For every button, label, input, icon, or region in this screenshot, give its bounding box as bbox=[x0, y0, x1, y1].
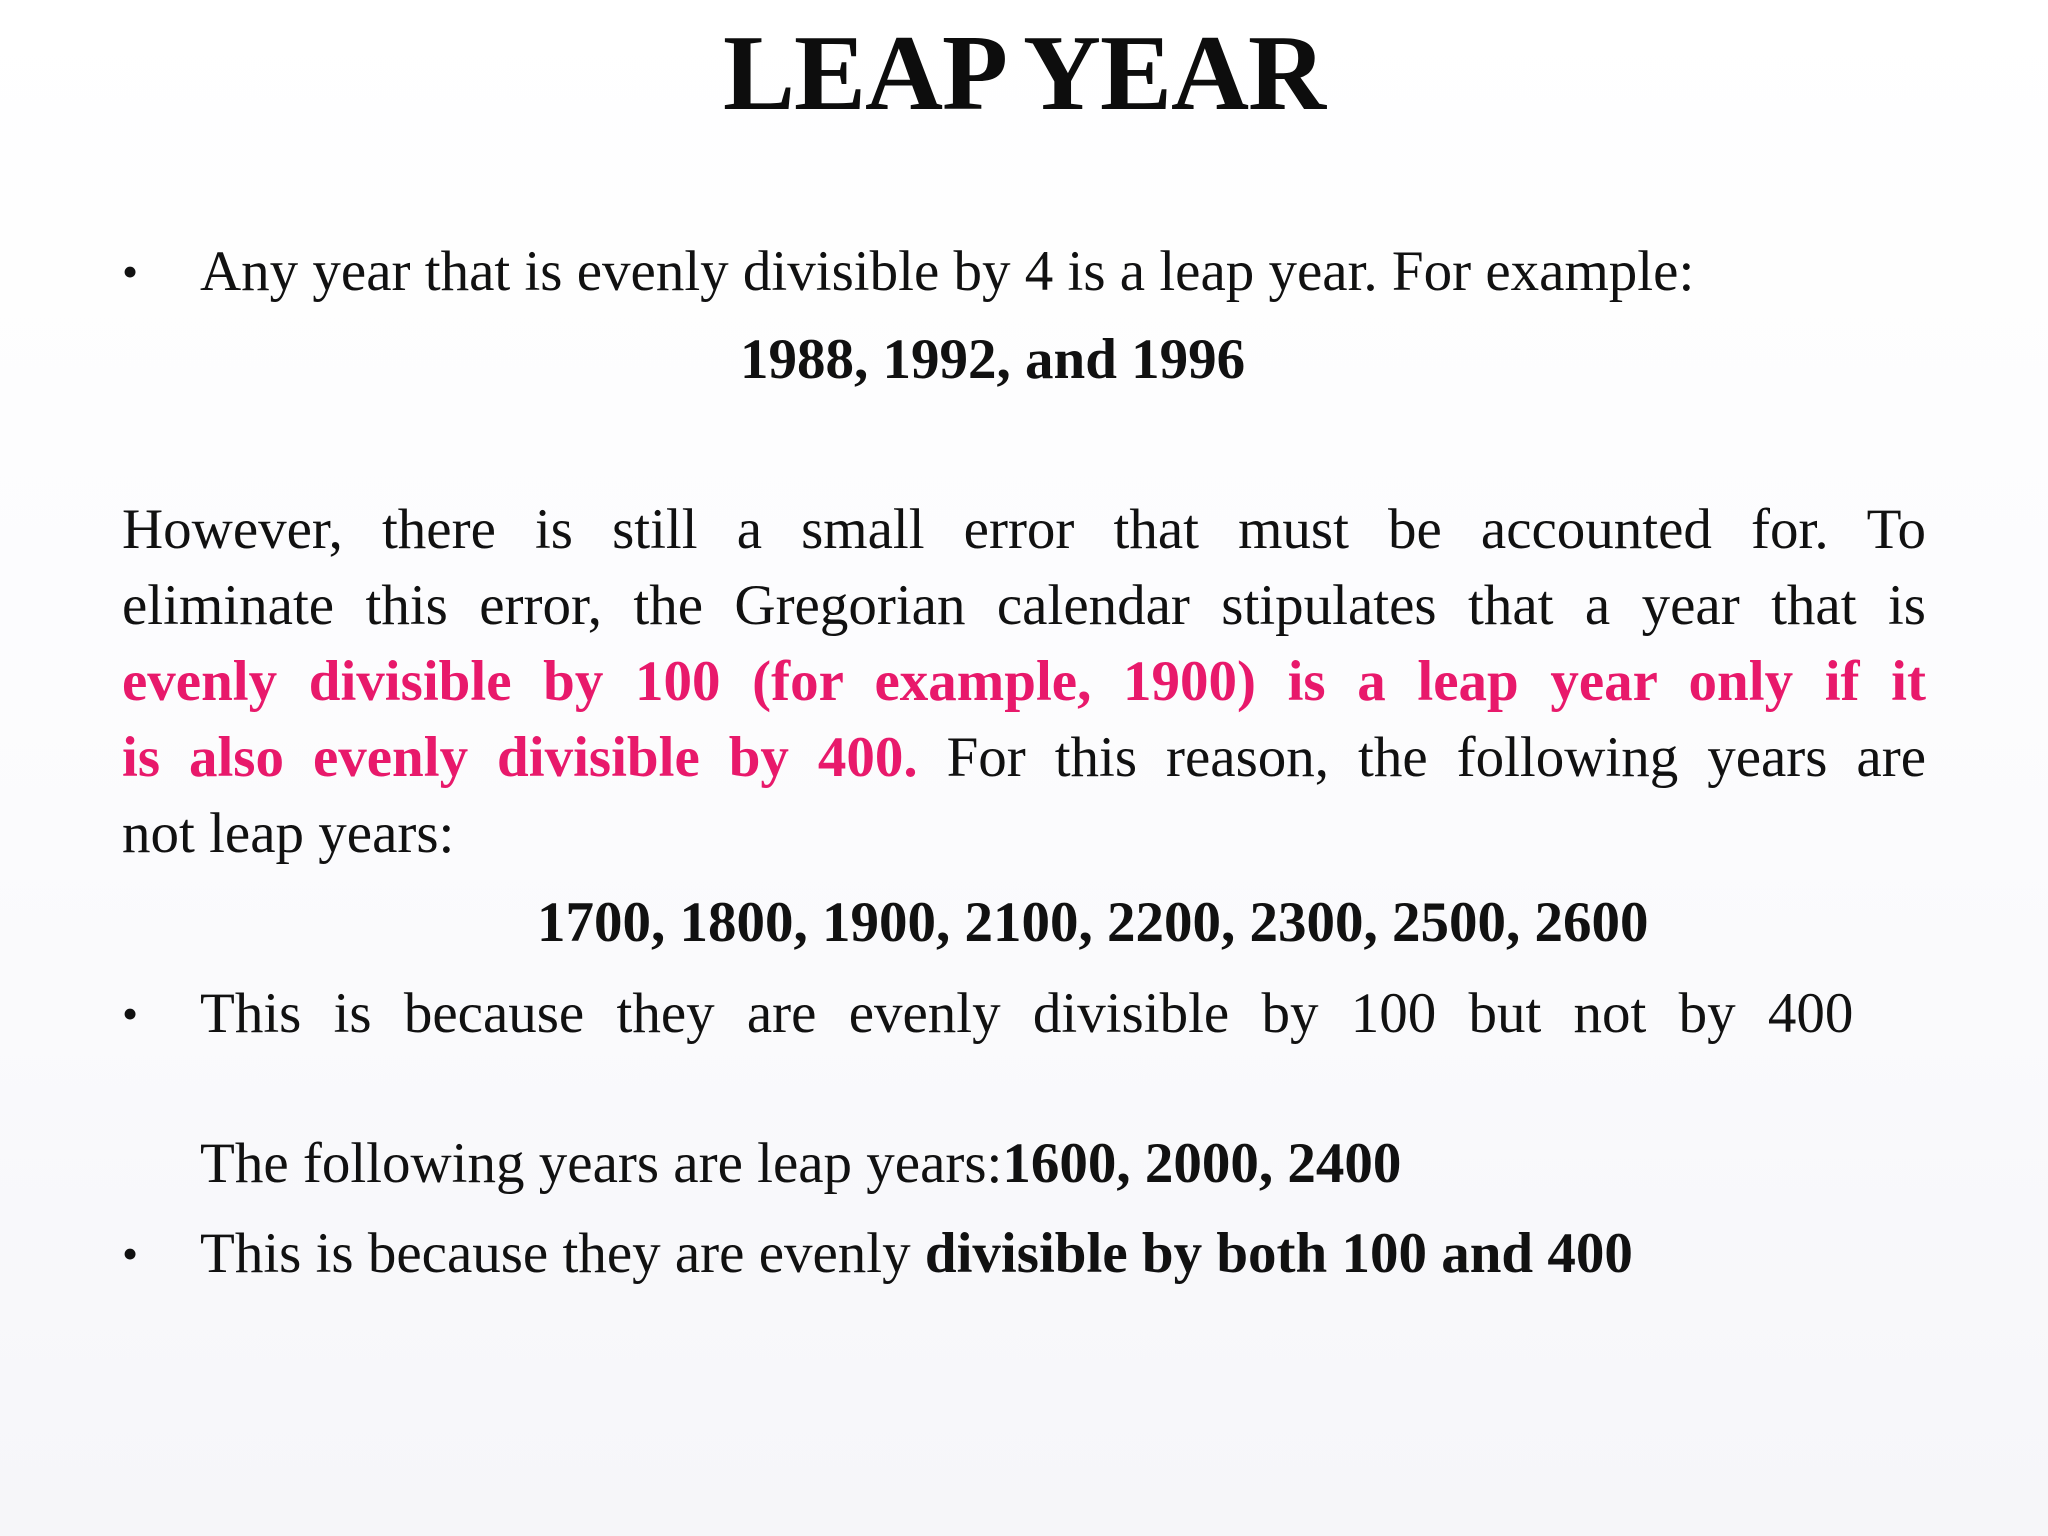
bullet3-bold: divisible by both 100 and 400 bbox=[924, 1222, 1633, 1285]
bullet-dot-icon: • bbox=[122, 246, 139, 297]
bullet3-prefix: This is because they are evenly bbox=[200, 1222, 925, 1285]
bullet-dot-icon: • bbox=[122, 1228, 139, 1279]
paragraph-line-2: eliminate this error, the Gregorian calendar stipulates that a year that is bbox=[122, 574, 1926, 637]
paragraph-line-5: not leap years: bbox=[122, 802, 455, 865]
paragraph-line-4-rest: For this reason, the following years are bbox=[917, 726, 1926, 789]
explanation-paragraph bbox=[122, 492, 1926, 872]
leap-year-examples: 1988, 1992, and 1996 bbox=[740, 328, 1246, 391]
leap-years-values: 1600, 2000, 2400 bbox=[1002, 1132, 1402, 1195]
paragraph-highlight-line-1: evenly divisible by 100 (for example, 1900) is a leap year only if it bbox=[122, 650, 1926, 713]
bullet-dot-icon: • bbox=[122, 988, 139, 1039]
paragraph-line-4 bbox=[122, 720, 1926, 796]
paragraph-line-1: However, there is still a small error that must be accounted for. To bbox=[122, 498, 1926, 561]
leap-years-text bbox=[200, 1132, 1401, 1196]
bullet-text: This is because they are evenly divisible by 100 but not by 400 bbox=[200, 982, 1854, 1045]
paragraph-highlight-line-2: is also evenly divisible by 400. bbox=[122, 726, 918, 789]
non-leap-years-list: 1700, 1800, 1900, 2100, 2200, 2300, 2500, 2600 bbox=[537, 891, 1649, 954]
slide-title: LEAP YEAR bbox=[722, 14, 1326, 133]
leap-years-prefix: The following years are leap years: bbox=[200, 1132, 1003, 1195]
bullet-text: Any year that is evenly divisible by 4 is a leap year. For example: bbox=[200, 240, 1695, 303]
bullet-text bbox=[200, 1222, 1633, 1286]
